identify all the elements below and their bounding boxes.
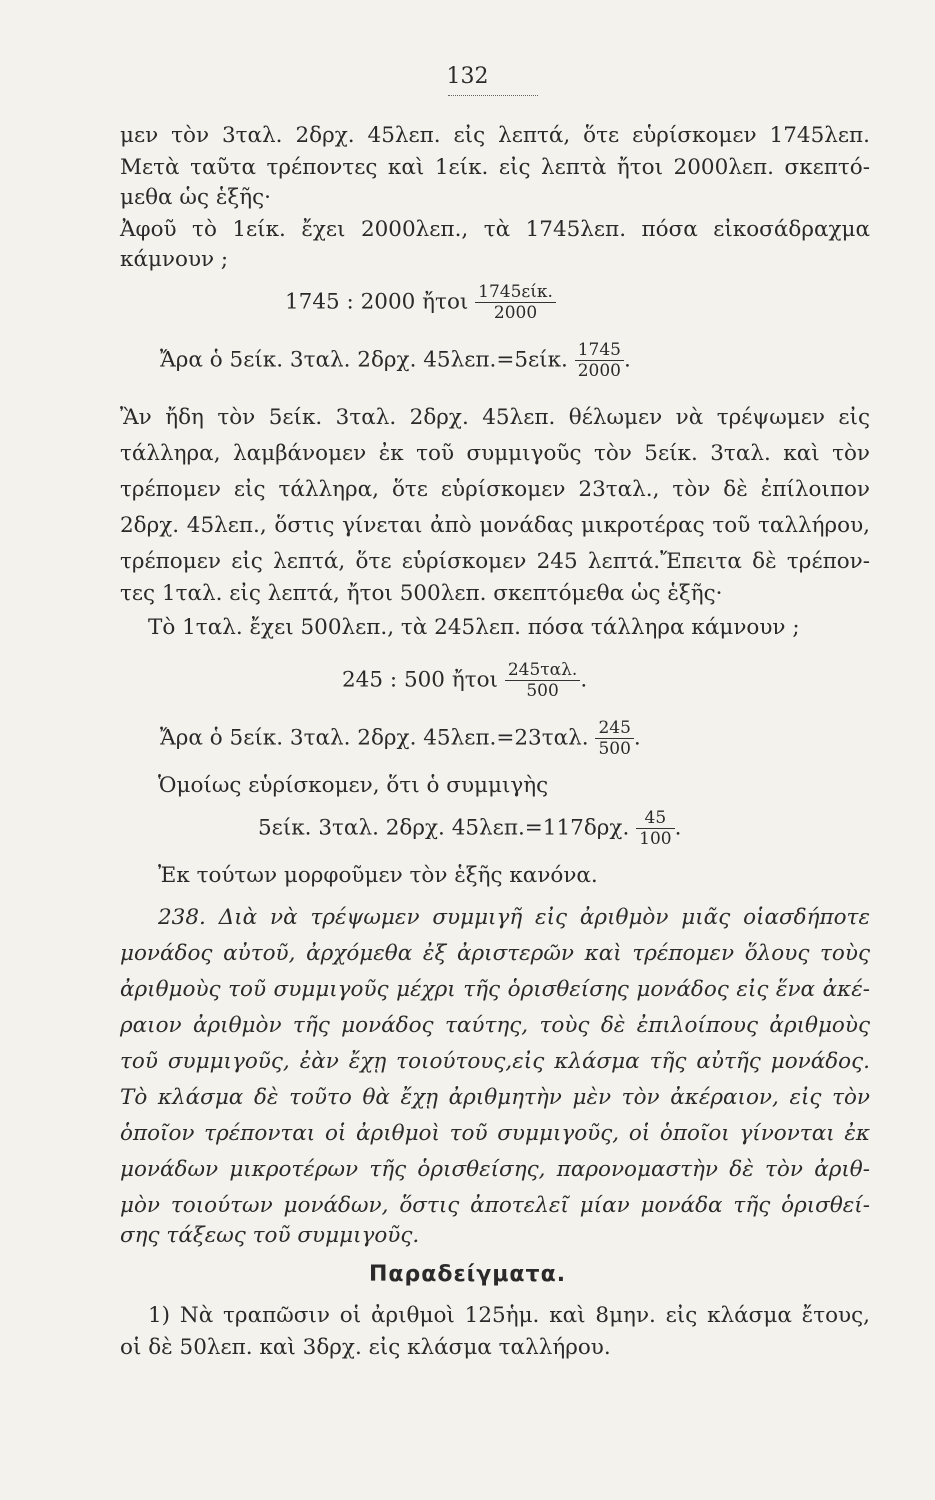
eq4-fraction — [595, 718, 633, 759]
rule-line: ἀριθμοὺς τοῦ συμμιγοῦς μέχρι τῆς ὁρισθείσης μονάδος εἰς ἕνα ἀκέ- — [120, 977, 870, 1002]
eq1-fraction — [475, 282, 556, 323]
eq5-fraction — [636, 808, 674, 849]
equation-3 — [342, 660, 587, 701]
text-line: κάμνουν ; — [120, 247, 229, 272]
eq2-left: Ἄρα ὁ 5είκ. 3ταλ. 2δρχ. 45λεπ.=5είκ. — [160, 347, 568, 373]
rule-line: μὸν τοιούτων μονάδων, ὅστις ἀποτελεῖ μίαν μονάδα τῆς ὁρισθεί- — [120, 1193, 870, 1218]
eq2-end: . — [623, 347, 631, 373]
page-number-rule — [448, 95, 538, 96]
rule-line: τοῦ συμμιγοῦς, ἐὰν ἔχῃ τοιούτους,εἰς κλάσμα τῆς αὐτῆς μονάδος. — [120, 1049, 870, 1074]
text-line: μεν τὸν 3ταλ. 2δρχ. 45λεπ. εἰς λεπτά, ὅτε εὑρίσκομεν 1745λεπ. — [120, 123, 870, 148]
text-line: Ὁμοίως εὑρίσκομεν, ὅτι ὁ συμμιγὴς — [158, 773, 549, 798]
eq5-denominator: 100 — [639, 829, 672, 849]
page-number: 132 — [446, 64, 489, 89]
text-line: Μετὰ ταῦτα τρέποντες καὶ 1είκ. εἰς λεπτὰ ἤτοι 2000λεπ. σκεπτό- — [120, 155, 870, 180]
text-line: Ἀφοῦ τὸ 1είκ. ἔχει 2000λεπ., τὰ 1745λεπ. πόσα εἰκοσάδραχμα — [120, 217, 870, 242]
rule-line: ραιον ἀριθμὸν τῆς μονάδος ταύτης, τοὺς δὲ ἐπιλοίπους ἀριθμοὺς — [120, 1013, 870, 1038]
section-heading: Παραδείγματα. — [368, 1262, 567, 1287]
text-line: 2δρχ. 45λεπ., ὅστις γίνεται ἀπὸ μονάδας μικροτέρας τοῦ ταλλήρου, — [120, 513, 870, 538]
eq3-denominator: 500 — [526, 681, 559, 701]
eq5-numerator: 45 — [636, 808, 674, 829]
eq3-end: . — [580, 667, 588, 693]
rule-line: σης τάξεως τοῦ συμμιγοῦς. — [120, 1223, 420, 1248]
eq3-fraction — [505, 660, 581, 701]
eq1-numerator: 1745είκ. — [475, 282, 556, 303]
rule-line: ὁποῖον τρέπονται οἱ ἀριθμοὶ τοῦ συμμιγοῦς, οἱ ὁποῖοι γίνονται ἐκ — [120, 1121, 870, 1146]
eq1-left: 1745 : 2000 ἤτοι — [285, 289, 469, 315]
text-line: τάλληρα, λαμβάνομεν ἐκ τοῦ συμμιγοῦς τὸν 5είκ. 3ταλ. καὶ τὸν — [120, 441, 870, 466]
eq1-denominator: 2000 — [493, 303, 538, 323]
eq2-denominator: 2000 — [577, 361, 621, 381]
eq2-fraction — [575, 340, 624, 381]
eq5-left: 5είκ. 3ταλ. 2δρχ. 45λεπ.=117δρχ. — [258, 815, 630, 841]
text-line: μεθα ὡς ἑξῆς· — [120, 185, 271, 210]
text-line: τρέπομεν εἰς λεπτά, ὅτε εὑρίσκομεν 245 λεπτά.Ἔπειτα δὲ τρέπον- — [120, 549, 870, 574]
rule-line: μονάδος αὐτοῦ, ἀρχόμεθα ἐξ ἀριστερῶν καὶ τρέπομεν ὅλους τοὺς — [120, 941, 870, 966]
eq4-left: Ἄρα ὁ 5είκ. 3ταλ. 2δρχ. 45λεπ.=23ταλ. — [160, 725, 589, 751]
eq4-end: . — [633, 725, 641, 751]
equation-4 — [160, 718, 641, 759]
eq2-numerator: 1745 — [575, 340, 624, 361]
eq5-end: . — [674, 815, 682, 841]
rule-line: 238. Διὰ νὰ τρέψωμεν συμμιγῆ εἰς ἀριθμὸν μιᾶς οἱασδήποτε — [158, 905, 870, 930]
text-line: Τὸ 1ταλ. ἔχει 500λεπ., τὰ 245λεπ. πόσα τάλληρα κάμνουν ; — [148, 615, 800, 640]
equation-5 — [258, 808, 681, 849]
text-line: τες 1ταλ. εἰς λεπτά, ἤτοι 500λεπ. σκεπτόμεθα ὡς ἑξῆς· — [120, 581, 723, 606]
eq3-numerator: 245ταλ. — [505, 660, 581, 681]
text-line: Ἐκ τούτων μορφοῦμεν τὸν ἑξῆς κανόνα. — [158, 863, 598, 888]
eq4-denominator: 500 — [598, 739, 631, 759]
eq3-left: 245 : 500 ἤτοι — [342, 667, 498, 693]
equation-1 — [285, 282, 556, 323]
equation-2 — [160, 340, 631, 381]
rule-line: μονάδων μικροτέρων τῆς ὁρισθείσης, παρονομαστὴν δὲ τὸν ἀριθ- — [120, 1157, 870, 1182]
text-line: τρέπομεν εἰς τάλληρα, ὅτε εὑρίσκομεν 23ταλ., τὸν δὲ ἐπίλοιπον — [120, 477, 870, 502]
eq4-numerator: 245 — [595, 718, 633, 739]
rule-line: Τὸ κλάσμα δὲ τοῦτο θὰ ἔχῃ ἀριθμητὴν μὲν τὸν ἀκέραιον, εἰς τὸν — [120, 1085, 870, 1110]
example-line: 1) Νὰ τραπῶσιν οἱ ἀριθμοὶ 125ἡμ. καὶ 8μην. εἰς κλάσμα ἔτους, — [148, 1303, 870, 1328]
text-line: Ἂν ἤδη τὸν 5είκ. 3ταλ. 2δρχ. 45λεπ. θέλωμεν νὰ τρέψωμεν εἰς — [120, 405, 870, 430]
example-line: οἱ δὲ 50λεπ. καὶ 3δρχ. εἰς κλάσμα ταλλήρου. — [120, 1335, 611, 1360]
